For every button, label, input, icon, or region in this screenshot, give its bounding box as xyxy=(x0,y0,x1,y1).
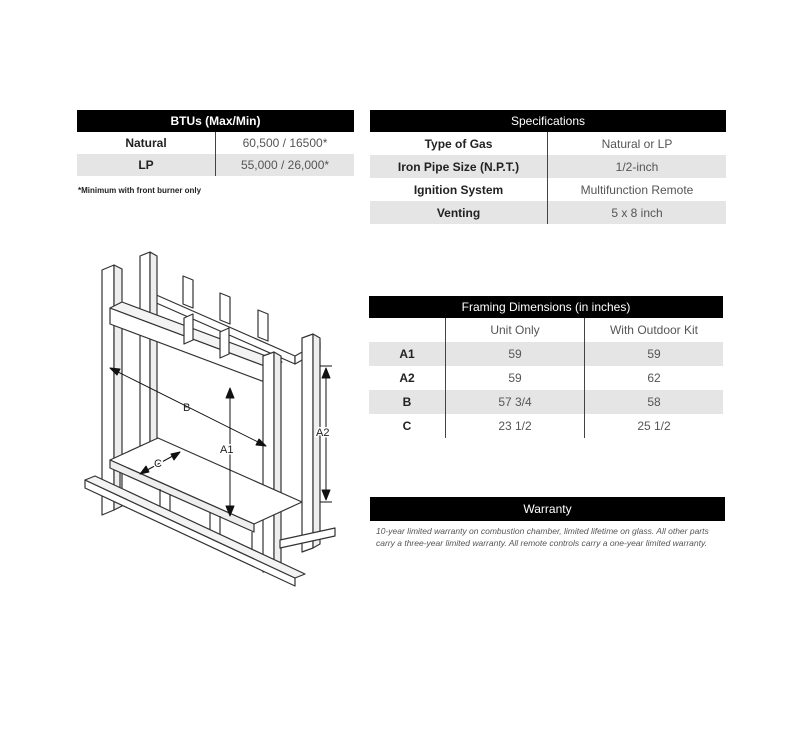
outdoor-kit-value: 58 xyxy=(647,395,661,409)
btu-table-title: BTUs (Max/Min) xyxy=(77,110,354,132)
spec-label: Type of Gas xyxy=(424,136,493,151)
outdoor-kit-value: 59 xyxy=(647,347,661,361)
outdoor-kit-value: 62 xyxy=(647,371,661,385)
warranty-text: 10-year limited warranty on combustion chamber, limited lifetime on glass. All other parts carry a three-year limited warranty. All remote controls carry a one-year limited warranty. xyxy=(376,526,709,548)
spec-label: Venting xyxy=(436,205,481,220)
arrow-a1-top xyxy=(226,388,234,398)
btu-row-value: 60,500 / 16500* xyxy=(242,136,328,150)
label-a1: A1 xyxy=(220,444,234,456)
warranty-section xyxy=(370,497,725,549)
framing-title: Framing Dimensions (in inches) xyxy=(369,296,723,318)
front-stud-face xyxy=(274,352,281,568)
label-c: C xyxy=(154,458,162,470)
dimension-label: C xyxy=(402,419,412,433)
btu-table xyxy=(77,110,354,176)
spec-value: 5 x 8 inch xyxy=(611,205,663,220)
table-row xyxy=(370,178,726,201)
right-outer-stud xyxy=(302,334,313,552)
arrow-a2-top xyxy=(322,368,330,378)
right-outer-stud-face xyxy=(313,334,320,548)
stud-face xyxy=(150,252,157,468)
spec-value: Natural or LP xyxy=(601,136,673,151)
left-stud xyxy=(102,265,114,515)
back-stud xyxy=(220,293,230,324)
specifications-table xyxy=(370,110,726,224)
spec-label: Iron Pipe Size (N.P.T.) xyxy=(397,159,520,174)
spec-value: Multifunction Remote xyxy=(580,182,694,197)
arrow-a2-bottom xyxy=(322,490,330,500)
spec-value: 1/2-inch xyxy=(615,159,659,174)
framing-column-headers xyxy=(369,318,723,342)
specifications-title: Specifications xyxy=(370,110,726,132)
table-row xyxy=(369,342,723,366)
unit-only-value: 59 xyxy=(508,371,522,385)
btu-row-label: LP xyxy=(138,158,154,172)
table-row xyxy=(77,132,354,154)
table-row xyxy=(77,154,354,176)
dimension-label: A2 xyxy=(399,371,415,385)
label-b: B xyxy=(183,402,191,414)
cripple-stud xyxy=(184,314,193,344)
outdoor-kit-value: 25 1/2 xyxy=(637,419,671,433)
column-header: Unit Only xyxy=(490,323,540,337)
dimension-label: A1 xyxy=(399,347,415,361)
unit-only-value: 57 3/4 xyxy=(498,395,532,409)
unit-only-value: 59 xyxy=(508,347,522,361)
back-stud xyxy=(183,276,193,308)
btu-row-value: 55,000 / 26,000* xyxy=(240,158,330,172)
framing-diagram xyxy=(80,248,350,588)
table-row xyxy=(370,155,726,178)
table-row xyxy=(370,201,726,224)
front-stud xyxy=(263,352,274,572)
table-row xyxy=(369,414,723,438)
framing-dimensions-table xyxy=(369,296,723,438)
label-a2: A2 xyxy=(316,427,330,439)
cripple-stud xyxy=(220,328,229,358)
spec-label: Ignition System xyxy=(413,182,504,197)
unit-only-value: 23 1/2 xyxy=(498,419,532,433)
back-stud xyxy=(258,310,268,341)
table-row xyxy=(370,132,726,155)
table-row xyxy=(369,366,723,390)
btu-row-label: Natural xyxy=(125,136,167,150)
dimension-label: B xyxy=(402,395,412,409)
stud xyxy=(140,252,150,472)
btu-footnote: *Minimum with front burner only xyxy=(78,186,202,195)
warranty-title: Warranty xyxy=(370,497,725,521)
table-row xyxy=(369,390,723,414)
column-header: With Outdoor Kit xyxy=(609,323,699,337)
